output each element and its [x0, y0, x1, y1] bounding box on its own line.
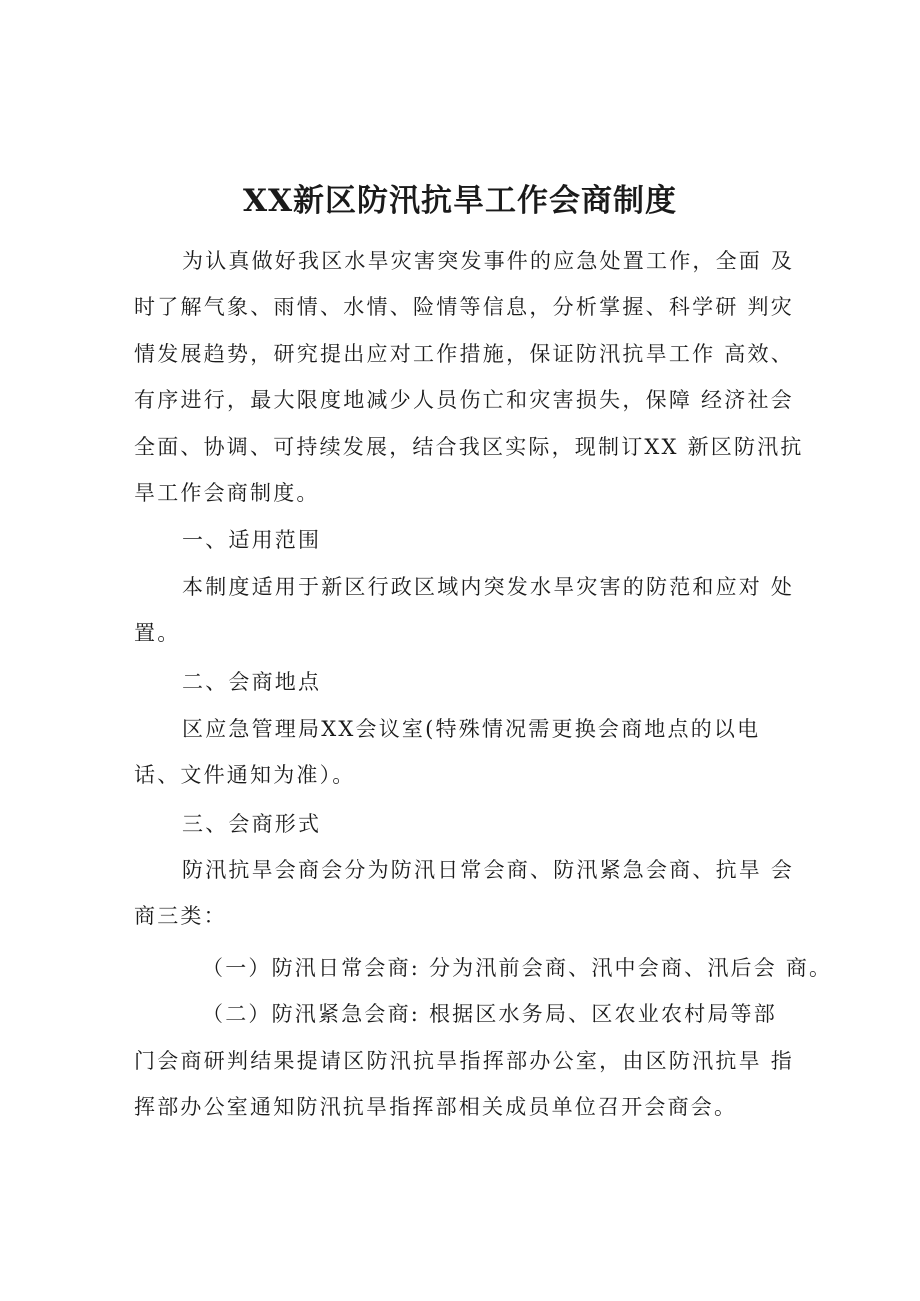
section-line: 话、文件通知为准）。: [134, 763, 356, 787]
intro-line: 有序进行，最大限度地减少人员伤亡和灾害损失，保障 经济社会: [134, 388, 794, 412]
section-line: 本制度适用于新区行政区域内突发水旱灾害的防范和应对 处: [182, 575, 795, 599]
section-line: 置。: [134, 621, 181, 645]
list-item-line: 门会商研判结果提请区防汛抗旱指挥部办公室，由区防汛抗旱 指: [134, 1049, 794, 1073]
list-item: （二）防汛紧急会商: 根据区水务局、区农业农村局等部: [202, 1002, 777, 1026]
intro-line: 情发展趋势，研究提出应对工作措施，保证防汛抗旱工作 高效、: [134, 342, 794, 366]
intro-line: 为认真做好我区水旱灾害突发事件的应急处置工作，全面 及: [182, 249, 795, 273]
intro-line: 旱工作会商制度。: [134, 481, 320, 505]
intro-line: 时了解气象、雨情、水情、险情等信息，分析掌握、科学研 判灾: [134, 295, 794, 319]
section-heading: 一、适用范围: [182, 528, 322, 552]
section-line: 商三类：: [134, 904, 227, 928]
section-line: 防汛抗旱会商会分为防汛日常会商、防汛紧急会商、抗旱 会: [182, 858, 795, 882]
intro-line: 全面、协调、可持续发展，结合我区实际，现制订XX 新区防汛抗: [134, 435, 804, 459]
list-item: （一）防汛日常会商: 分为汛前会商、汛中会商、汛后会 商。: [202, 956, 833, 980]
section-line: 区应急管理局XX会议室(特殊情况需更换会商地点的以电: [182, 717, 761, 741]
document-title: XX新区防汛抗旱工作会商制度: [242, 183, 678, 219]
section-heading: 三、会商形式: [182, 812, 322, 836]
section-heading: 二、会商地点: [182, 670, 322, 694]
list-item-line: 挥部办公室通知防汛抗旱指挥部相关成员单位召开会商会。: [134, 1095, 738, 1119]
